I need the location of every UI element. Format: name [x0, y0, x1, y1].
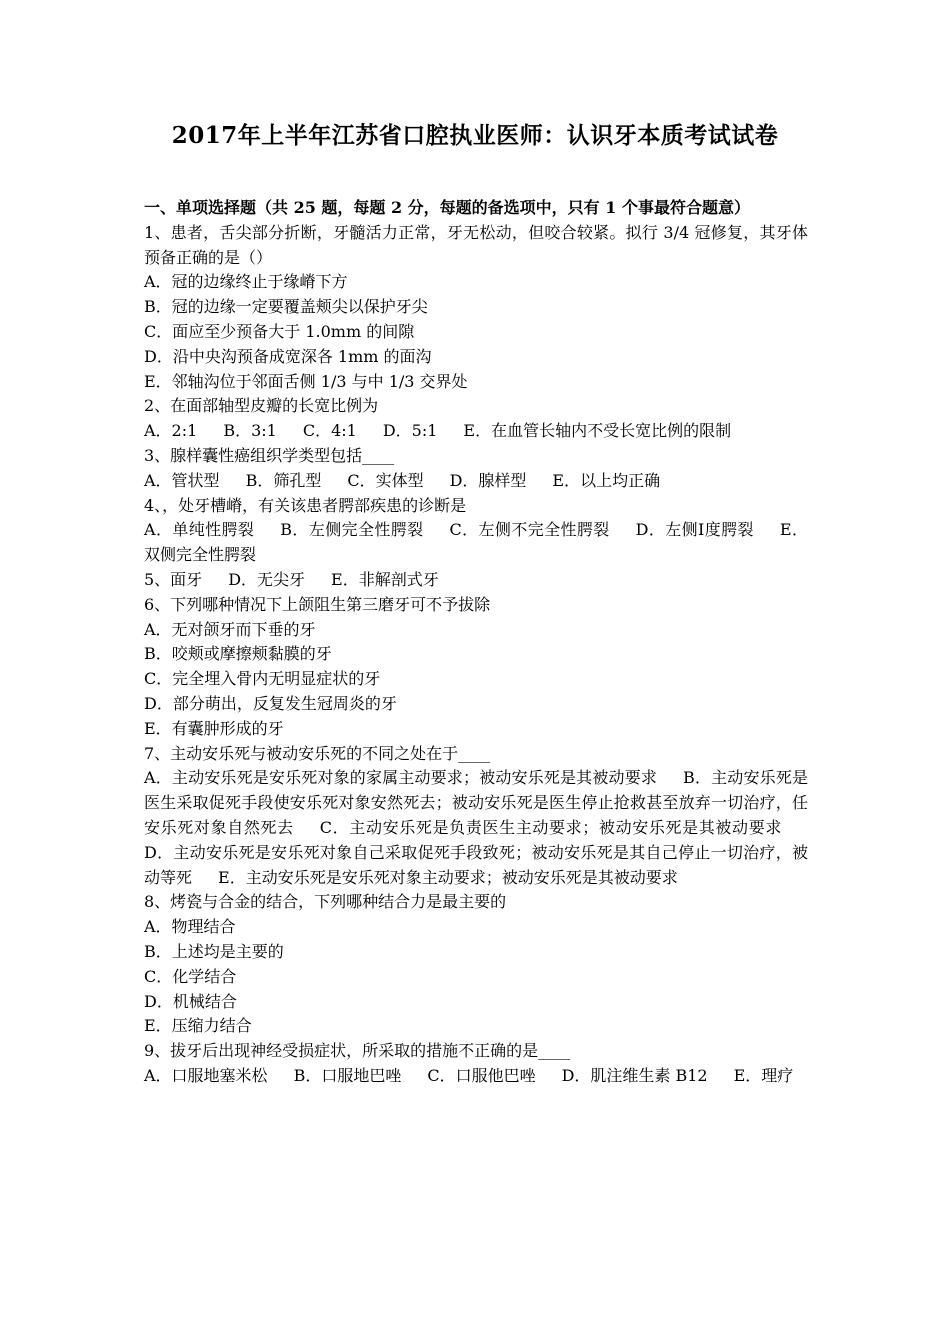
question-3-option-e: E．以上均正确	[552, 470, 661, 490]
question-7-option-d: D．主动安乐死是安乐死对象自己采取促死手段致死；被动安乐死是其自己停止一切治疗，被动等死	[144, 842, 808, 887]
question-9-options	[144, 1064, 808, 1089]
question-3-option-d: D．腺样型	[449, 470, 527, 490]
document-title: 2017年上半年江苏省口腔执业医师：认识牙本质考试试卷	[171, 122, 779, 149]
question-1-option-c: C．面应至少预备大于 1.0mm 的间隙	[144, 321, 415, 341]
question-8-option-b: B．上述均是主要的	[144, 941, 284, 961]
question-3-option-a: A．管状型	[144, 470, 220, 490]
question-6-option-e: E．有囊肿形成的牙	[144, 718, 284, 738]
question-5-option-e: E．非解剖式牙	[331, 569, 439, 589]
question-6-option-c: C．完全埋入骨内无明显症状的牙	[144, 669, 381, 689]
question-5	[144, 568, 808, 593]
question-4-options	[144, 518, 808, 568]
question-3-stem: 3、腺样囊性癌组织学类型包括____	[144, 445, 395, 465]
question-7-stem: 7、主动安乐死与被动安乐死的不同之处在于____	[144, 743, 491, 763]
question-7-option-a: A．主动安乐死是安乐死对象的家属主动要求；被动安乐死是其被动要求	[144, 768, 658, 788]
question-3-option-c: C．实体型	[347, 470, 424, 490]
question-2-stem: 2、在面部轴型皮瓣的长宽比例为	[144, 396, 379, 416]
question-8-option-c: C．化学结合	[144, 966, 237, 986]
question-7-option-c: C．主动安乐死是负责医生主动要求；被动安乐死是其被动要求	[319, 817, 782, 837]
question-9-option-d: D．肌注维生素 B12	[561, 1065, 708, 1085]
question-4-option-c: C．左侧不完全性腭裂	[449, 520, 610, 540]
question-2-options	[144, 419, 808, 444]
question-4-option-e: E．双侧完全性腭裂	[144, 520, 808, 565]
question-4-stem: 4、，处牙槽嵴，有关该患者腭部疾患的诊断是	[144, 495, 467, 515]
question-3-options	[144, 469, 808, 494]
question-1-option-a: A．冠的边缘终止于缘嵴下方	[144, 272, 348, 292]
question-8-stem: 8、烤瓷与合金的结合，下列哪种结合力是最主要的	[144, 892, 507, 912]
question-4-option-d: D．左侧Ⅰ度腭裂	[635, 520, 754, 540]
question-1-option-d: D．沿中央沟预备成宽深各 1mm 的面沟	[144, 346, 432, 366]
question-6-option-d: D．部分萌出，反复发生冠周炎的牙	[144, 693, 397, 713]
question-9-option-e: E．理疗	[733, 1065, 794, 1085]
question-9-stem: 9、拔牙后出现神经受损症状，所采取的措施不正确的是____	[144, 1041, 571, 1061]
question-5-stem: 5、面牙	[144, 569, 203, 589]
question-4-option-a: A．单纯性腭裂	[144, 520, 255, 540]
question-5-option-d: D．无尖牙	[228, 569, 306, 589]
question-2-option-d: D．5:1	[382, 421, 438, 441]
question-6-option-b: B．咬颊或摩擦颊黏膜的牙	[144, 644, 332, 664]
section-heading: 一、单项选择题（共 25 题，每题 2 分，每题的备选项中，只有 1 个事最符合题意）	[144, 198, 750, 217]
question-1-option-b: B．冠的边缘一定要覆盖颊尖以保护牙尖	[144, 297, 428, 317]
question-6-option-a: A．无对颌牙而下垂的牙	[144, 619, 316, 639]
question-7-option-e: E．主动安乐死是安乐死对象主动要求；被动安乐死是其被动要求	[218, 867, 678, 887]
question-1-stem: 1、患者，舌尖部分折断，牙髓活力正常，牙无松动，但咬合较紧。拟行 3/4 冠修复，其牙体预备正确的是（）	[144, 222, 808, 267]
question-1-option-e: E．邻轴沟位于邻面舌侧 1/3 与中 1/3 交界处	[144, 371, 468, 391]
question-2-option-c: C．4:1	[302, 421, 357, 441]
question-9-option-b: B．口服地巴唑	[293, 1065, 402, 1085]
question-7-option-b: B．主动安乐死是医生采取促死手段使安乐死对象安然死去；被动安乐死是医生停止抢救甚至放弃一切治疗，任安乐死对象自然死去	[144, 768, 808, 837]
question-3-option-b: B．筛孔型	[245, 470, 322, 490]
question-2-option-a: A．2:1	[144, 421, 198, 441]
question-9-option-c: C．口服他巴唑	[427, 1065, 536, 1085]
question-7-options	[144, 766, 808, 890]
question-8-option-e: E．压缩力结合	[144, 1016, 252, 1036]
question-8-option-a: A．物理结合	[144, 917, 236, 937]
question-6-stem: 6、下列哪种情况下上颌阻生第三磨牙可不予拔除	[144, 594, 491, 614]
question-2-option-e: E．在血管长轴内不受长宽比例的限制	[463, 421, 732, 441]
question-2-option-b: B．3:1	[223, 421, 277, 441]
question-8-option-d: D．机械结合	[144, 991, 237, 1011]
question-4-option-b: B．左侧完全性腭裂	[280, 520, 424, 540]
question-9-option-a: A．口服地塞米松	[144, 1065, 268, 1085]
document-body	[144, 196, 808, 1089]
